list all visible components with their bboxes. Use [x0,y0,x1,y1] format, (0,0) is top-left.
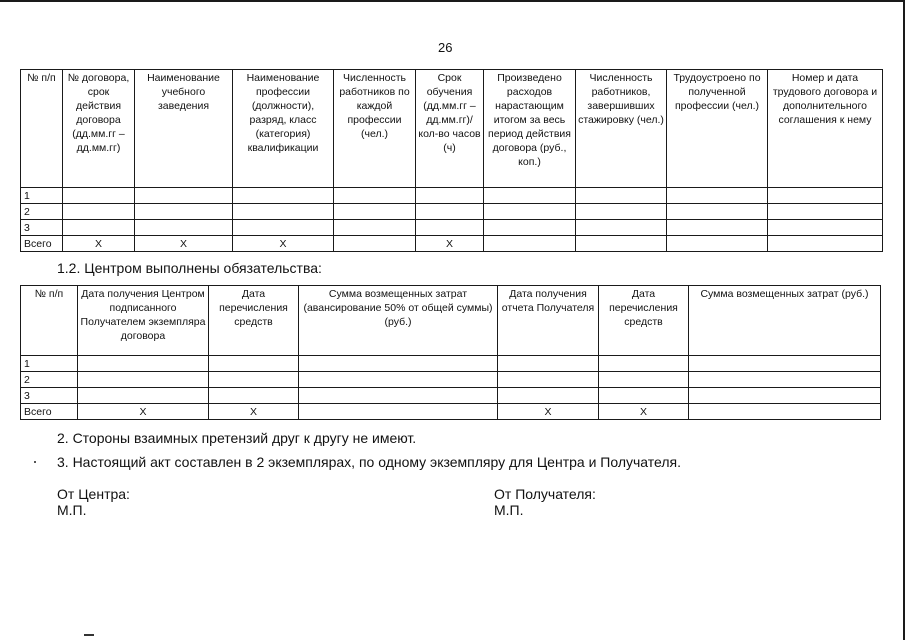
table-row [21,372,881,388]
table-row [21,220,883,236]
column-header: № п/п [21,70,63,188]
table-cell [576,236,667,252]
table-cell [599,388,689,404]
table-cell [576,204,667,220]
column-header: № договора, срок действия договора (дд.мм.гг – дд.мм.гг) [63,70,135,188]
table-cell [768,204,883,220]
total-row [21,404,881,420]
table-cell: 2 [21,204,63,220]
column-header: Срок обучения (дд.мм.гг – дд.мм.гг)/ кол-во часов (ч) [416,70,484,188]
training-report-table [20,69,883,252]
table-cell [334,220,416,236]
section-caption: 1.2. Центром выполнены обязательства: [57,260,322,276]
table-cell [63,204,135,220]
column-header: № п/п [21,286,78,356]
table-cell [135,220,233,236]
table-cell: 3 [21,220,63,236]
column-header: Дата перечисления средств [209,286,299,356]
recipient-stamp-label: М.П. [494,502,524,518]
table-row [21,204,883,220]
column-header: Дата получения Центром подписанного Получателем экземпляра договора [78,286,209,356]
column-header: Наименование учебного заведения [135,70,233,188]
column-header: Трудоустроено по полученной профессии (чел.) [667,70,768,188]
table-cell: X [209,404,299,420]
table-cell [299,356,498,372]
table-cell [416,220,484,236]
table-cell: 1 [21,356,78,372]
table-header-row [21,70,883,188]
scan-speck [34,461,36,463]
scan-border-top [0,0,905,2]
column-header: Численность работников, завершивших стажировку (чел.) [576,70,667,188]
column-header: Дата перечисления средств [599,286,689,356]
column-header: Произведено расходов нарастающим итогом за весь период действия договора (руб., коп.) [484,70,576,188]
table-cell [576,220,667,236]
table-cell [667,188,768,204]
column-header: Численность работников по каждой профессии (чел.) [334,70,416,188]
table-cell: X [135,236,233,252]
table-cell [768,236,883,252]
table-cell [135,188,233,204]
center-label: От Центра: [57,486,130,502]
table-cell: X [416,236,484,252]
page-number: 26 [438,40,453,55]
column-header: Номер и дата трудового договора и дополнительного соглашения к нему [768,70,883,188]
total-row [21,236,883,252]
table-cell [299,404,498,420]
table-cell [78,356,209,372]
table-cell [78,388,209,404]
table-cell [416,188,484,204]
table-cell [484,236,576,252]
table-row [21,188,883,204]
table-cell [209,388,299,404]
table-cell [63,188,135,204]
table-cell: 1 [21,188,63,204]
table-cell [209,356,299,372]
table-cell [689,372,881,388]
table-cell [416,204,484,220]
table-cell [599,356,689,372]
table-cell [334,188,416,204]
table-cell [667,236,768,252]
table-cell [498,356,599,372]
table-cell [689,388,881,404]
table-cell: 3 [21,388,78,404]
table-cell [689,404,881,420]
table-cell [498,388,599,404]
table-cell [334,204,416,220]
table-cell [233,220,334,236]
recipient-signature-block [494,486,596,518]
table-cell [768,220,883,236]
table-cell [667,220,768,236]
table-header-row [21,286,881,356]
table-cell [135,204,233,220]
table-cell: 2 [21,372,78,388]
table-row [21,356,881,372]
table-cell [299,372,498,388]
table-cell [63,220,135,236]
table-cell [334,236,416,252]
table-cell: X [78,404,209,420]
table-cell: X [233,236,334,252]
table-cell: X [498,404,599,420]
column-header: Наименование профессии (должности), разряд, класс (категория) квалификации [233,70,334,188]
table-cell [576,188,667,204]
clause-copies: 3. Настоящий акт составлен в 2 экземплярах, по одному экземпляру для Центра и Получателя. [57,454,681,470]
table-cell: X [599,404,689,420]
table-cell [233,188,334,204]
total-label: Всего [21,236,63,252]
table-cell [667,204,768,220]
table-cell [299,388,498,404]
table-cell [209,372,299,388]
table-cell: X [63,236,135,252]
table-row [21,388,881,404]
table-cell [484,220,576,236]
table-cell [599,372,689,388]
table-cell [689,356,881,372]
center-signature-block [57,486,130,518]
clause-no-claims: 2. Стороны взаимных претензий друг к другу не имеют. [57,430,417,446]
column-header: Сумма возмещенных затрат (авансирование 50% от общей суммы) (руб.) [299,286,498,356]
table-cell [233,204,334,220]
center-stamp-label: М.П. [57,502,87,518]
center-obligations-table [20,285,881,420]
column-header: Дата получения отчета Получателя [498,286,599,356]
recipient-label: От Получателя: [494,486,596,502]
table-cell [78,372,209,388]
total-label: Всего [21,404,78,420]
column-header: Сумма возмещенных затрат (руб.) [689,286,881,356]
table-cell [768,188,883,204]
scan-mark [84,634,94,636]
table-cell [484,188,576,204]
table-cell [484,204,576,220]
table-cell [498,372,599,388]
